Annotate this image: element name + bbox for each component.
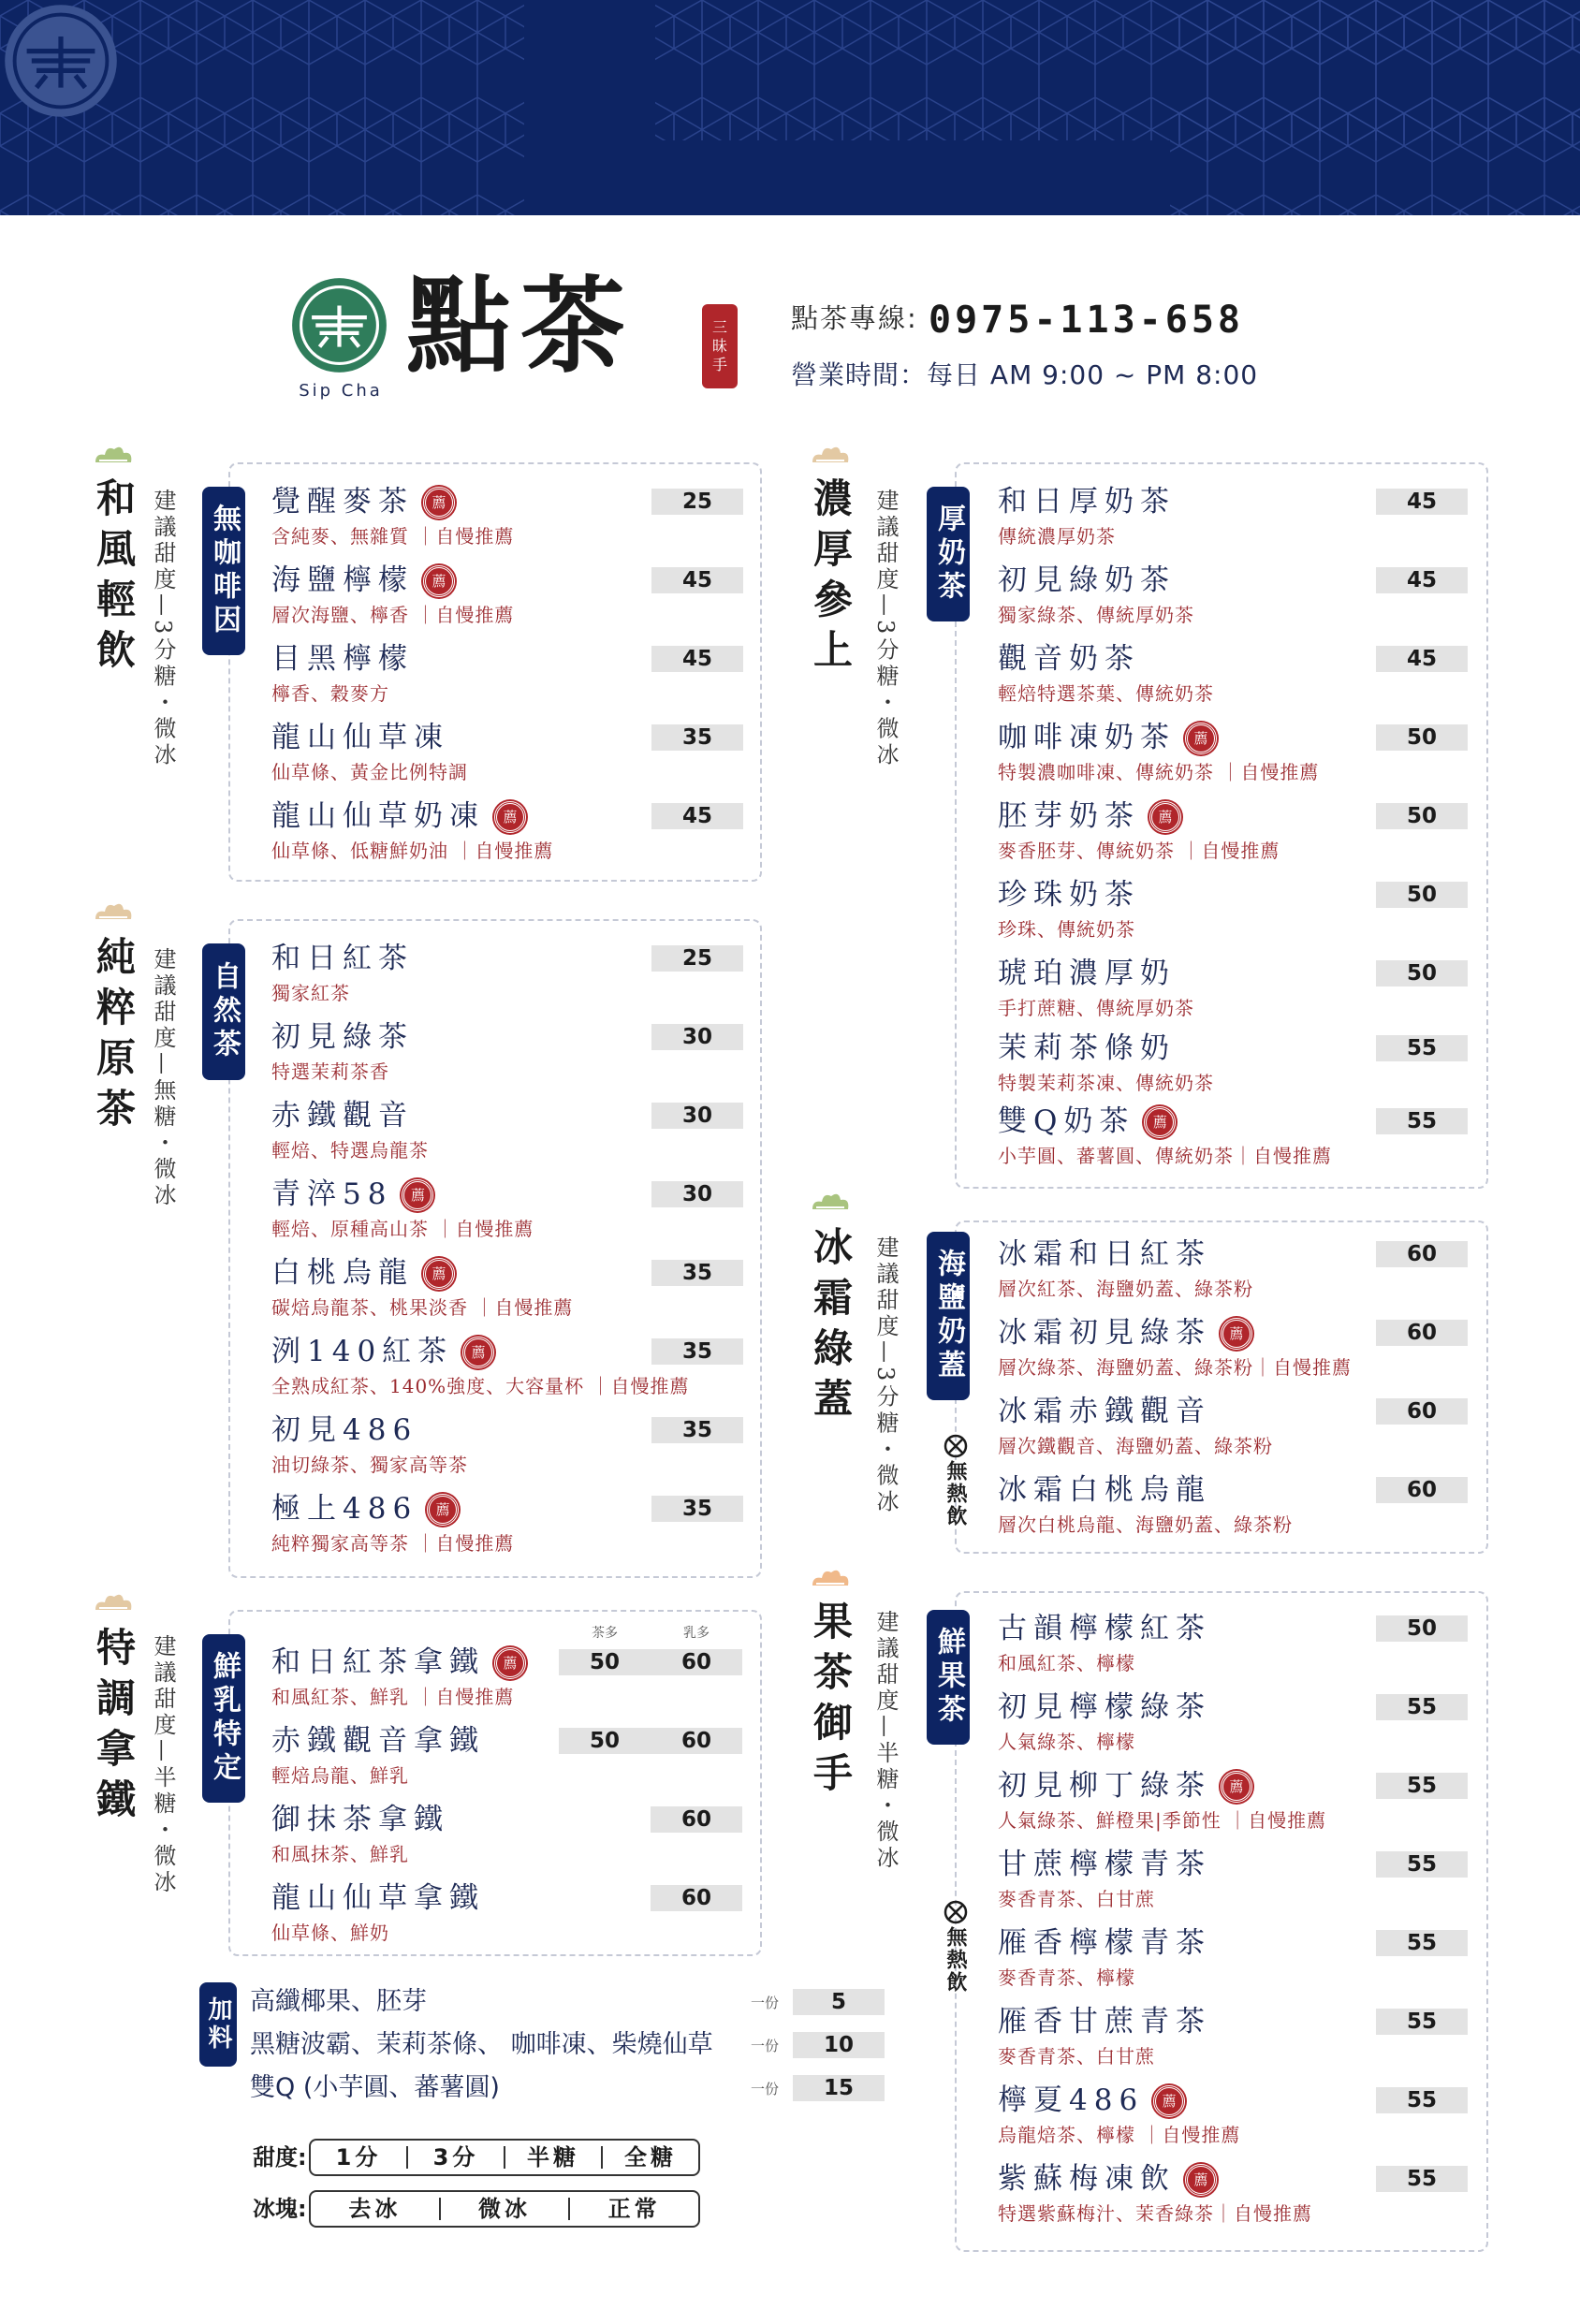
item-price: 55 (1376, 2009, 1468, 2035)
item-name-text: 赤鐵觀音拿鐵 (271, 1724, 485, 1758)
item-price: 50 (1376, 803, 1468, 829)
addon-name: 高纖椰果、胚芽 (250, 1987, 427, 2016)
business-hours (791, 355, 1258, 392)
addon-price: 10 (793, 2032, 885, 2058)
item-name-text: 龍山仙草凍 (271, 721, 449, 754)
brand-name: 點茶 (406, 265, 635, 387)
item-price-tea: 50 (559, 1649, 651, 1675)
item-price: 55 (1376, 1851, 1468, 1878)
item-name-text: 冰霜白桃烏龍 (998, 1473, 1211, 1507)
item-description: 含純麥、無雜質 ｜自慢推薦 (271, 525, 515, 548)
item-name-text: 紫蘇梅凍飲 (998, 2162, 1176, 2196)
addon-unit: 一份 (751, 2038, 780, 2054)
item-description: 層次紅茶、海鹽奶蓋、綠茶粉 (998, 1278, 1253, 1300)
recommended-seal-icon: 薦 (1149, 801, 1181, 833)
section-tag: 海鹽奶蓋 (927, 1232, 970, 1400)
hotline-label: 點茶專線: (791, 302, 918, 334)
item-description: 傳統濃厚奶茶 (998, 525, 1116, 548)
addon-price: 15 (793, 2075, 885, 2101)
cloud-icon (809, 1191, 852, 1213)
item-price: 35 (651, 1338, 743, 1365)
item-price: 30 (651, 1103, 743, 1129)
item-name-text: 初見486 (271, 1413, 418, 1447)
section-tag: 無咖啡因 (202, 487, 245, 655)
section-tag: 鮮果茶 (927, 1610, 970, 1745)
sweetness-label: 甜度: (253, 2144, 307, 2171)
section-sweetness: 建議甜度—半糖・微冰 (150, 1634, 176, 1896)
ice-label: 冰塊: (253, 2196, 307, 2222)
item-name (998, 1393, 1211, 1430)
section-title: 和風輕飲 (91, 477, 137, 680)
item-name (271, 1490, 459, 1527)
item-price: 55 (1376, 2166, 1468, 2192)
brand-seal (702, 304, 738, 388)
section-sweetness: 建議甜度—3分糖・微冰 (872, 489, 899, 769)
sweetness-option: 3分 (408, 2146, 505, 2169)
item-name-text: 極上486 (271, 1492, 418, 1526)
item-description: 和風紅茶、鮮乳 ｜自慢推薦 (271, 1686, 515, 1708)
item-description: 小芋圓、蕃薯圓、傳統奶茶｜自慢推薦 (998, 1145, 1332, 1167)
item-name (998, 1314, 1252, 1352)
item-description: 和風紅茶、檸檬 (998, 1652, 1135, 1674)
price-column-label: 乳多 (683, 1626, 710, 1641)
sweetness-options (309, 2139, 700, 2176)
item-price: 45 (1376, 646, 1468, 672)
recommended-seal-icon: 薦 (494, 1647, 526, 1679)
contact-info (791, 298, 1258, 392)
item-price: 50 (1376, 724, 1468, 751)
hotline-number: 0975-113-658 (929, 299, 1244, 342)
addon-unit: 一份 (751, 1995, 780, 2011)
item-name-text: 赤鐵觀音 (271, 1099, 414, 1133)
item-name (271, 1333, 494, 1370)
item-price-tea: 50 (559, 1728, 651, 1754)
item-price: 35 (651, 1260, 743, 1286)
section-title: 濃厚參上 (808, 477, 854, 680)
item-price: 25 (651, 945, 743, 972)
item-price: 55 (1376, 1035, 1468, 1061)
ice-option: 正常 (607, 2196, 661, 2222)
item-description: 檸香、穀麥方 (271, 682, 389, 705)
item-name-text: 雙Q奶茶 (998, 1104, 1135, 1138)
item-price: 45 (651, 803, 743, 829)
item-name (998, 1924, 1211, 1962)
item-description: 輕焙、特選烏龍茶 (271, 1139, 429, 1162)
cloud-icon (92, 444, 135, 466)
item-description: 碳焙烏龍茶、桃果淡香 ｜自慢推薦 (271, 1296, 574, 1319)
cloud-icon (809, 444, 852, 466)
item-description: 層次海鹽、檸香 ｜自慢推薦 (271, 604, 515, 626)
section-sweetness: 建議甜度—3分糖・微冰 (150, 489, 176, 769)
hours-value: 每日 AM 9:00 ~ PM 8:00 (927, 359, 1259, 390)
item-name-text: 雁香甘蔗青茶 (998, 2005, 1211, 2039)
item-price: 55 (1376, 1694, 1468, 1720)
item-name (998, 797, 1181, 835)
item-description: 特選紫蘇梅汁、茉香綠茶｜自慢推薦 (998, 2202, 1312, 2225)
brand-english-name: Sip Cha (299, 381, 383, 401)
item-name (998, 876, 1140, 914)
item-description: 和風抹茶、鮮乳 (271, 1843, 409, 1865)
item-name (271, 1411, 417, 1449)
item-price: 35 (651, 1417, 743, 1443)
addon-price: 5 (793, 1989, 885, 2015)
item-name (271, 940, 414, 977)
price-column-label: 茶多 (592, 1626, 618, 1641)
item-name-text: 和日紅茶 (271, 942, 414, 975)
item-name-text: 冰霜赤鐵觀音 (998, 1395, 1211, 1428)
item-name (998, 562, 1176, 599)
item-description: 層次白桃烏龍、海鹽奶蓋、綠茶粉 (998, 1513, 1293, 1536)
recommended-seal-icon: 薦 (427, 1494, 459, 1526)
recommended-seal-icon: 薦 (1221, 1318, 1252, 1350)
seal-char: 手 (711, 356, 727, 373)
item-name-text: 覺醒麥茶 (271, 485, 414, 519)
item-name-text: 龍山仙草拿鐵 (271, 1881, 485, 1915)
item-name-text: 和日紅茶拿鐵 (271, 1645, 485, 1679)
cloud-icon (92, 900, 135, 923)
section-title: 冰霜綠蓋 (808, 1226, 854, 1428)
section-tag: 鮮乳特定 (202, 1634, 245, 1803)
item-name (998, 1471, 1211, 1509)
item-description: 層次鐵觀音、海鹽奶蓋、綠茶粉 (998, 1435, 1273, 1457)
item-price: 60 (651, 1885, 742, 1911)
item-price: 45 (1376, 489, 1468, 515)
item-price: 60 (651, 1728, 742, 1754)
item-name (271, 483, 455, 520)
item-name-text: 初見檸檬綠茶 (998, 1690, 1211, 1724)
section-title: 果茶御手 (808, 1600, 854, 1803)
item-price: 45 (651, 646, 743, 672)
addon-row (250, 2029, 886, 2061)
item-description: 麥香青茶、白甘蔗 (998, 2045, 1155, 2068)
item-name-text: 龍山仙草奶凍 (271, 799, 485, 833)
section-sweetness: 建議甜度—半糖・微冰 (872, 1610, 899, 1872)
item-name (998, 2160, 1217, 2198)
item-name-text: 目黑檸檬 (271, 642, 414, 676)
item-description: 特製茉莉茶凍、傳統奶茶 (998, 1072, 1214, 1094)
item-description: 麥香青茶、白甘蔗 (998, 1888, 1155, 1910)
ice-options (309, 2190, 700, 2228)
item-price: 55 (1376, 1108, 1468, 1134)
item-price: 55 (1376, 2087, 1468, 2113)
recommended-seal-icon: 薦 (423, 487, 455, 519)
item-description: 特製濃咖啡凍、傳統奶茶 ｜自慢推薦 (998, 761, 1320, 783)
recommended-seal-icon: 薦 (1185, 723, 1217, 754)
recommended-seal-icon: 薦 (1144, 1106, 1176, 1138)
addon-name: 黑糖波霸、茉莉茶條、 咖啡凍、柴燒仙草 (250, 2030, 713, 2059)
item-name-text: 茉莉茶條奶 (998, 1031, 1176, 1065)
recommended-seal-icon: 薦 (462, 1337, 494, 1368)
brand-emblem-icon (0, 0, 122, 122)
item-description: 仙草條、黃金比例特調 (271, 761, 468, 783)
item-description: 麥香胚芽、傳統奶茶 ｜自慢推薦 (998, 840, 1280, 862)
item-price: 30 (651, 1024, 743, 1050)
section-sweetness: 建議甜度—3分糖・微冰 (872, 1235, 899, 1516)
item-price: 60 (651, 1806, 742, 1833)
header-banner (0, 0, 1580, 215)
item-price: 30 (651, 1181, 743, 1207)
item-price: 35 (651, 724, 743, 751)
item-name (271, 1644, 526, 1681)
item-description: 獨家綠茶、傳統厚奶茶 (998, 604, 1194, 626)
sweetness-option: 1分 (311, 2146, 408, 2169)
recommended-seal-icon: 薦 (1185, 2164, 1217, 2196)
item-name (271, 640, 414, 678)
section-title: 純粹原茶 (91, 936, 137, 1138)
section-sweetness: 建議甜度—無糖・微冰 (150, 947, 176, 1209)
item-name (998, 1610, 1211, 1647)
item-name-text: 胚芽奶茶 (998, 799, 1140, 833)
item-description: 手打蔗糖、傳統厚奶茶 (998, 997, 1194, 1019)
no-hot-label: 無熱飲 (944, 1926, 968, 1994)
recommended-seal-icon: 薦 (494, 801, 526, 833)
addon-row (250, 1986, 886, 2018)
item-name-text: 琥珀濃厚奶 (998, 957, 1176, 990)
item-name-text: 檸夏486 (998, 2083, 1145, 2117)
item-name (998, 483, 1176, 520)
item-name (271, 1801, 449, 1838)
item-price: 45 (1376, 567, 1468, 593)
item-name (998, 1688, 1211, 1726)
section-tag: 厚奶茶 (927, 487, 970, 621)
addon-tag: 加料 (199, 1982, 237, 2067)
item-name-text: 和日厚奶茶 (998, 485, 1176, 519)
item-price: 60 (1376, 1241, 1468, 1267)
item-description: 輕焙烏龍、鮮乳 (271, 1764, 409, 1787)
brand-logo-icon (290, 276, 388, 374)
item-description: 人氣綠茶、鮮橙果|季節性 ｜自慢推薦 (998, 1809, 1327, 1832)
item-price: 50 (1376, 960, 1468, 987)
item-name (271, 1879, 485, 1917)
item-name (998, 1767, 1252, 1805)
no-hot-icon (944, 1434, 968, 1458)
item-name (271, 797, 526, 835)
item-name (271, 1176, 433, 1213)
recommended-seal-icon: 薦 (402, 1179, 433, 1211)
cloud-icon (92, 1591, 135, 1614)
item-description: 輕焙、原種高山茶 ｜自慢推薦 (271, 1218, 534, 1240)
item-name (998, 1846, 1211, 1883)
item-description: 輕焙特選茶葉、傳統奶茶 (998, 682, 1214, 705)
item-name-text: 白桃烏龍 (271, 1256, 414, 1290)
brand-header (290, 265, 777, 407)
item-description: 純粹獨家高等茶 ｜自慢推薦 (271, 1532, 515, 1555)
item-name (998, 1103, 1176, 1140)
item-name-text: 洌140紅茶 (271, 1335, 454, 1368)
addon-unit: 一份 (751, 2081, 780, 2097)
item-name (271, 1018, 414, 1056)
item-description: 全熟成紅茶、140%強度、大容量杯 ｜自慢推薦 (271, 1375, 690, 1397)
item-price: 55 (1376, 1930, 1468, 1956)
recommended-seal-icon: 薦 (423, 1258, 455, 1290)
item-name-text: 古韻檸檬紅茶 (998, 1612, 1211, 1645)
item-name (271, 562, 455, 599)
item-name-text: 雁香檸檬青茶 (998, 1926, 1211, 1960)
section-tag: 自然茶 (202, 943, 245, 1080)
section-title: 特調拿鐵 (91, 1627, 137, 1829)
item-price: 50 (1376, 1615, 1468, 1642)
no-hot-label: 無熱飲 (944, 1460, 968, 1527)
recommended-seal-icon: 薦 (423, 565, 455, 597)
item-description: 獨家紅茶 (271, 982, 350, 1004)
addon-row (250, 2072, 886, 2104)
item-description: 特選茉莉茶香 (271, 1060, 389, 1083)
item-name (271, 1097, 414, 1134)
item-name (998, 1030, 1176, 1067)
item-name (998, 640, 1140, 678)
item-name-text: 海鹽檸檬 (271, 563, 414, 597)
item-name (998, 2082, 1185, 2119)
item-description: 人氣綠茶、檸檬 (998, 1731, 1135, 1753)
item-description: 仙草條、低糖鮮奶油 ｜自慢推薦 (271, 840, 554, 862)
item-name (998, 2003, 1211, 2040)
item-name-text: 御抹茶拿鐵 (271, 1803, 449, 1836)
ice-option: 去冰 (311, 2198, 441, 2220)
item-price: 35 (651, 1496, 743, 1522)
item-name-text: 初見綠奶茶 (998, 563, 1176, 597)
recommended-seal-icon: 薦 (1153, 2085, 1185, 2117)
item-name (271, 1722, 485, 1760)
cloud-icon (809, 1567, 852, 1589)
item-price: 60 (651, 1649, 742, 1675)
item-name (998, 1235, 1211, 1273)
item-description: 仙草條、鮮奶 (271, 1922, 389, 1944)
sweetness-option: 全糖 (624, 2144, 677, 2171)
item-name (271, 719, 449, 756)
item-description: 麥香青茶、檸檬 (998, 1966, 1135, 1989)
seal-char: 昧 (711, 337, 727, 355)
recommended-seal-icon: 薦 (1221, 1771, 1252, 1803)
sweetness-option: 半糖 (505, 2146, 603, 2169)
item-name-text: 觀音奶茶 (998, 642, 1140, 676)
item-price: 60 (1376, 1477, 1468, 1503)
item-name (998, 955, 1176, 992)
no-hot-icon (944, 1900, 968, 1924)
item-price: 55 (1376, 1773, 1468, 1799)
item-name (998, 719, 1217, 756)
item-description: 油切綠茶、獨家高等茶 (271, 1454, 468, 1476)
item-price: 50 (1376, 882, 1468, 908)
item-name-text: 青淬58 (271, 1177, 393, 1211)
ice-option: 微冰 (441, 2198, 571, 2220)
item-description: 層次綠茶、海鹽奶蓋、綠茶粉｜自慢推薦 (998, 1356, 1352, 1379)
item-description: 烏龍焙茶、檸檬 ｜自慢推薦 (998, 2124, 1241, 2146)
item-name-text: 初見綠茶 (271, 1020, 414, 1054)
item-price: 60 (1376, 1398, 1468, 1425)
item-name-text: 冰霜和日紅茶 (998, 1237, 1211, 1271)
item-name-text: 甘蔗檸檬青茶 (998, 1848, 1211, 1881)
item-name-text: 初見柳丁綠茶 (998, 1769, 1211, 1803)
item-name-text: 咖啡凍奶茶 (998, 721, 1176, 754)
addon-name: 雙Q (小芋圓、蕃薯圓) (250, 2073, 500, 2102)
hotline (791, 298, 1258, 342)
item-name-text: 珍珠奶茶 (998, 878, 1140, 912)
hours-label: 營業時間： (791, 359, 928, 390)
item-description: 珍珠、傳統奶茶 (998, 918, 1135, 941)
seal-char: 三 (711, 318, 727, 336)
item-name-text: 冰霜初見綠茶 (998, 1316, 1211, 1350)
item-price: 60 (1376, 1320, 1468, 1346)
item-name (271, 1254, 455, 1292)
asanoha-pattern (0, 0, 1580, 215)
item-price: 45 (651, 567, 743, 593)
item-price: 25 (651, 489, 743, 515)
